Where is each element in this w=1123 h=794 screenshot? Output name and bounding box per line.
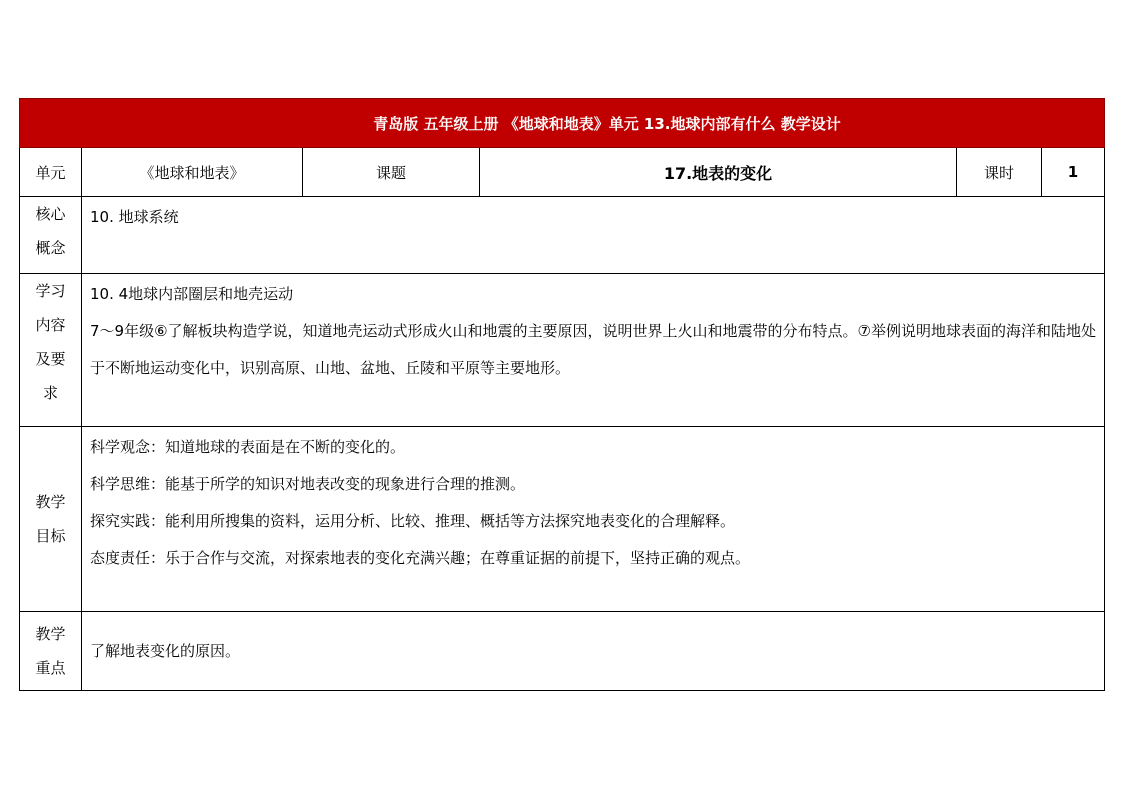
objectives-row: [20, 427, 1105, 612]
title-row: [20, 99, 1105, 148]
objectives-label: 教学 目标: [20, 427, 82, 612]
topic-value: 17.地表的变化: [480, 148, 957, 197]
requirements-line-2: 7～9年级⑥了解板块构造学说，知道地壳运动式形成火山和地震的主要原因，说明世界上火山和地震带的分布特点。⑦举例说明地球表面的海洋和陆地处于不断地运动变化中，识别高原、山地、盆地、丘陵和平原等主要地形。: [90, 322, 1096, 377]
core-concept-label: 核心 概念: [20, 197, 82, 274]
core-concept-content: 10. 地球系统: [82, 197, 1105, 274]
meta-row: [20, 148, 1105, 197]
period-label: 课时: [957, 148, 1042, 197]
objective-item: 科学观念：知道地球的表面是在不断的变化的。: [90, 438, 406, 456]
document-title: 青岛版 五年级上册 《地球和地表》单元 13.地球内部有什么 教学设计: [20, 99, 1105, 148]
period-value: 1: [1042, 148, 1105, 197]
core-concept-row: [20, 197, 1105, 274]
key-points-label: 教学 重点: [20, 612, 82, 691]
objective-item: 态度责任：乐于合作与交流，对探索地表的变化充满兴趣；在尊重证据的前提下，坚持正确的观点。: [90, 549, 751, 567]
unit-value: 《地球和地表》: [82, 148, 303, 197]
lesson-plan-table: [19, 98, 1105, 691]
requirements-row: [20, 274, 1105, 427]
objective-item: 科学思维：能基于所学的知识对地表改变的现象进行合理的推测。: [90, 475, 526, 493]
requirements-line-1: 10. 4地球内部圈层和地壳运动: [90, 285, 294, 303]
unit-label: 单元: [20, 148, 82, 197]
requirements-label: 学习 内容 及要 求: [20, 274, 82, 427]
requirements-content: [82, 274, 1105, 427]
key-points-content: 了解地表变化的原因。: [82, 612, 1105, 691]
key-points-row: [20, 612, 1105, 691]
topic-label: 课题: [303, 148, 480, 197]
objective-item: 探究实践：能利用所搜集的资料，运用分析、比较、推理、概括等方法探究地表变化的合理解释。: [90, 512, 736, 530]
objectives-content: [82, 427, 1105, 612]
